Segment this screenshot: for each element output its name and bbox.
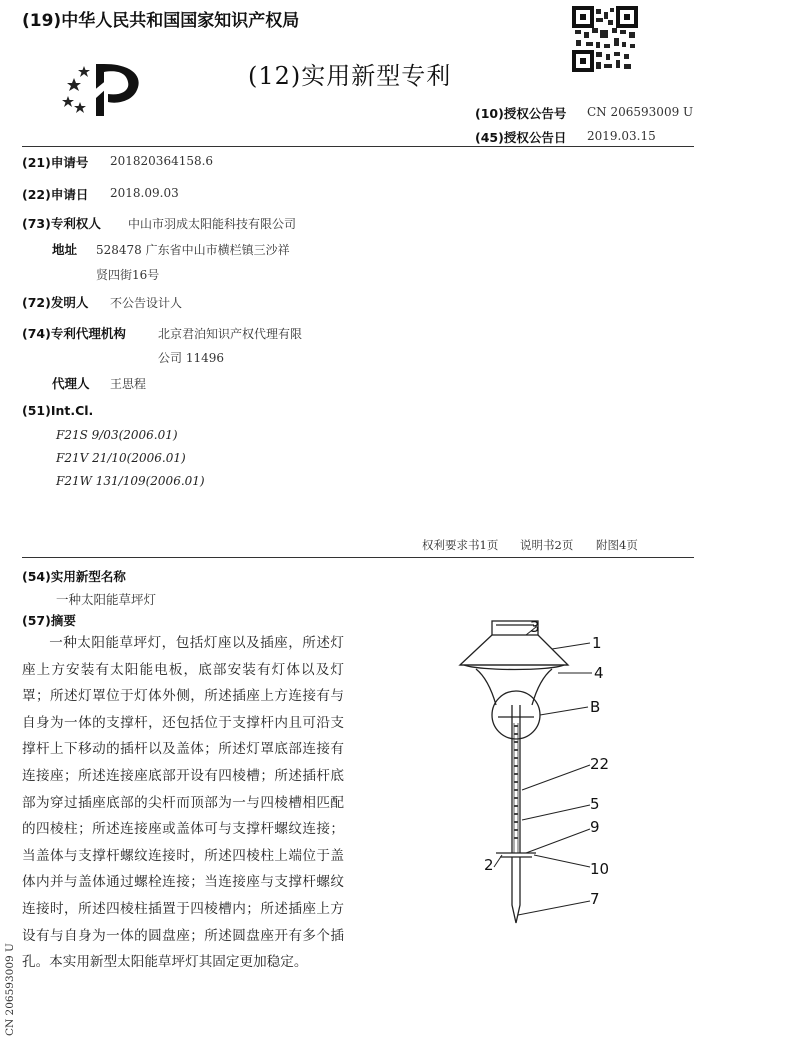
agency-line2: 公司 11496: [158, 351, 224, 365]
title-label: (54)实用新型名称: [22, 569, 126, 584]
fig-label-1: 1: [592, 634, 602, 652]
description-page-count: 说明书2页: [520, 538, 574, 552]
fig-label-10: 10: [590, 860, 610, 878]
document-type: (12)实用新型专利: [248, 62, 452, 90]
patentee-label: (73)专利权人: [22, 216, 101, 231]
address-label: 地址: [52, 242, 78, 257]
agency-label: (74)专利代理机构: [22, 326, 126, 341]
agent: 王思程: [110, 377, 147, 391]
filing-date-label: (22)申请日: [22, 187, 89, 202]
fig-label-B: B: [590, 698, 601, 716]
pub-date: 2019.03.15: [587, 129, 656, 143]
side-patent-number: CN 206593009 U: [4, 943, 16, 1036]
office-name: (19)中华人民共和国国家知识产权局: [22, 11, 300, 31]
abstract-text: 一种太阳能草坪灯，包括灯座以及插座，所述灯座上方安装有太阳能电板，底部安装有灯体以及灯罩；所述灯罩位于灯体外侧，所述插座上方连接有与自身为一体的支撑杆，还包括位于支撑杆内且可沿支撑杆上下移动的插杆以及盖体；所述灯罩底部连接有连接座；所述连接座底部开设有四棱槽；所述插杆底部为穿过插座底部的尖杆而顶部为一与四棱槽相匹配的四棱柱；所述连接座或盖体可与支撑杆螺纹连接；当盖体与支撑杆螺纹连接时，所述四棱柱上端位于盖体内并与盖体通过螺栓连接；当连接座与支撑杆螺纹连接时，所述四棱柱插置于四棱槽内；所述插座上方设有与自身为一体的圆盘座；所述圆盘座开有多个插孔。本实用新型太阳能草坪灯其固定更加稳定。: [22, 635, 344, 971]
address-line2: 贤四街16号: [96, 268, 160, 282]
cnipa-logo-icon: [62, 58, 148, 120]
fig-label-9: 9: [590, 818, 600, 836]
fig-label-7: 7: [590, 890, 600, 908]
filing-date: 2018.09.03: [110, 186, 179, 200]
fig-label-2: 2: [484, 856, 494, 874]
qr-code-icon: [572, 6, 638, 72]
address-line1: 528478 广东省中山市横栏镇三沙祥: [96, 243, 290, 257]
agent-label: 代理人: [52, 376, 90, 391]
pub-number-label: (10)授权公告号: [475, 106, 567, 121]
section-rule: [22, 557, 694, 558]
ipc-code-3: F21W 131/109(2006.01): [56, 474, 205, 488]
ipc-code-2: F21V 21/10(2006.01): [56, 451, 186, 465]
app-no-label: (21)申请号: [22, 155, 89, 170]
claims-page-count: 权利要求书1页: [422, 538, 499, 552]
lamp-figure-drawing: [440, 605, 680, 935]
fig-label-4: 4: [594, 664, 604, 682]
int-cl-label: (51)Int.Cl.: [22, 403, 94, 418]
fig-label-22: 22: [590, 755, 610, 773]
pub-date-label: (45)授权公告日: [475, 130, 567, 145]
inventor-label: (72)发明人: [22, 295, 89, 310]
agency-line1: 北京君泊知识产权代理有限: [158, 327, 303, 341]
abstract-label: (57)摘要: [22, 613, 76, 628]
fig-label-5: 5: [590, 795, 600, 813]
patentee: 中山市羽成太阳能科技有限公司: [128, 217, 297, 231]
inventor: 不公告设计人: [110, 296, 183, 310]
drawings-page-count: 附图4页: [596, 538, 638, 552]
ipc-code-1: F21S 9/03(2006.01): [56, 428, 178, 442]
fig-label-3: 3: [530, 618, 540, 636]
header-rule: [22, 146, 694, 147]
utility-model-title: 一种太阳能草坪灯: [56, 592, 157, 607]
pub-number: CN 206593009 U: [587, 105, 694, 119]
app-no: 201820364158.6: [110, 154, 214, 168]
